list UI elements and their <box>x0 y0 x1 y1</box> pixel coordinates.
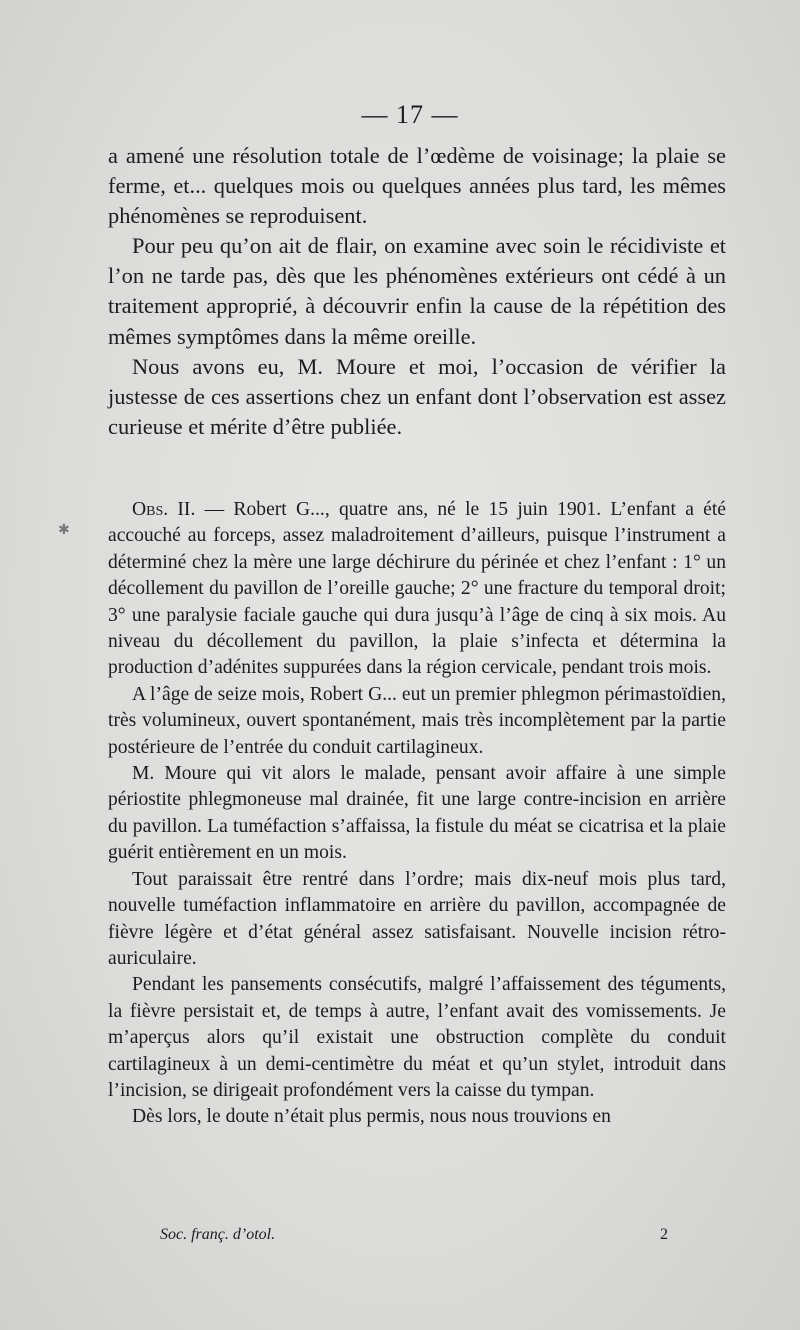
body-text-large <box>108 141 726 442</box>
observation-paragraph <box>108 497 726 682</box>
paragraph: Dès lors, le doute n’était plus permis, nous nous trouvions en <box>132 1106 611 1128</box>
paragraph: Tout paraissait être rentré dans l’ordre; mais dix-neuf mois plus tard, nouvelle tuméfaction inflammatoire en arrière du pavillon, accompagnée de fièvre légère et d’état général assez satisfaisant. Nouvelle incision rétro-auriculaire. <box>108 868 726 969</box>
paragraph: A l’âge de seize mois, Robert G... eut un premier phlegmon périmastoïdien, très volumineux, ouvert spontanément, mais très incomplètement par la partie postérieure de l’entrée du conduit cartilagineux. <box>108 683 726 758</box>
page-number: — 17 — <box>361 100 459 129</box>
paragraph: M. Moure qui vit alors le malade, pensant avoir affaire à une simple périostite phlegmoneuse mal drainée, fit une large contre-incision en arrière du pavillon. La tuméfaction s’affaissa, la fistule du méat se cicatrisa et la plaie guérit entièrement en un mois. <box>108 763 726 864</box>
observation-text: — Robert G..., quatre ans, né le 15 juin 1901. L’enfant a été accouché au forceps, assez maladroitement d’ailleurs, puisque l’instrument a déterminé chez la mère une large déchirure du périnée et chez l’enfant : 1° un décollement du pavillon de l’oreille gauche; 2° une fracture du temporal droit; 3° une paralysie faciale gauche qui dura jusqu’à l’âge de cinq à six mois. Au niveau du décollement du pavillon, la plaie s’infecta et détermina la production d’adénites suppurées dans la région cervicale, pendant trois mois. <box>108 499 726 679</box>
footer <box>160 1226 680 1244</box>
body-text-small <box>108 497 726 1131</box>
observation-label: Obs. II. <box>132 499 196 520</box>
paragraph: Pour peu qu’on ait de flair, on examine avec soin le récidiviste et l’on ne tarde pas, dès que les phénomènes extérieurs ont cédé à un traitement approprié, à découvrir enfin la cause de la répétition des mêmes symptômes dans la même oreille. <box>108 233 726 349</box>
paragraph: Nous avons eu, M. Moure et moi, l’occasion de vérifier la justesse de ces assertions chez un enfant dont l’observation est assez curieuse et mérite d’être publiée. <box>108 353 726 439</box>
paragraph: Pendant les pansements consécutifs, malgré l’affaissement des téguments, la fièvre persistait et, de temps à autre, l’enfant avait des vomissements. Je m’aperçus alors qu’il existait une obstruction complète du conduit cartilagineux à un demi-centimètre du méat et qu’un stylet, introduit dans l’incision, se dirigeait profondément vers la caisse du tympan. <box>108 974 726 1101</box>
journal-abbrev: Soc. franç. d’otol. <box>160 1226 276 1243</box>
signature-mark: 2 <box>660 1226 668 1243</box>
stray-mark: ✱ <box>58 523 70 538</box>
paragraph: a amené une résolution totale de l’œdème de voisinage; la plaie se ferme, et... quelques mois ou quelques années plus tard, les mêmes phénomènes se reproduisent. <box>108 143 726 229</box>
